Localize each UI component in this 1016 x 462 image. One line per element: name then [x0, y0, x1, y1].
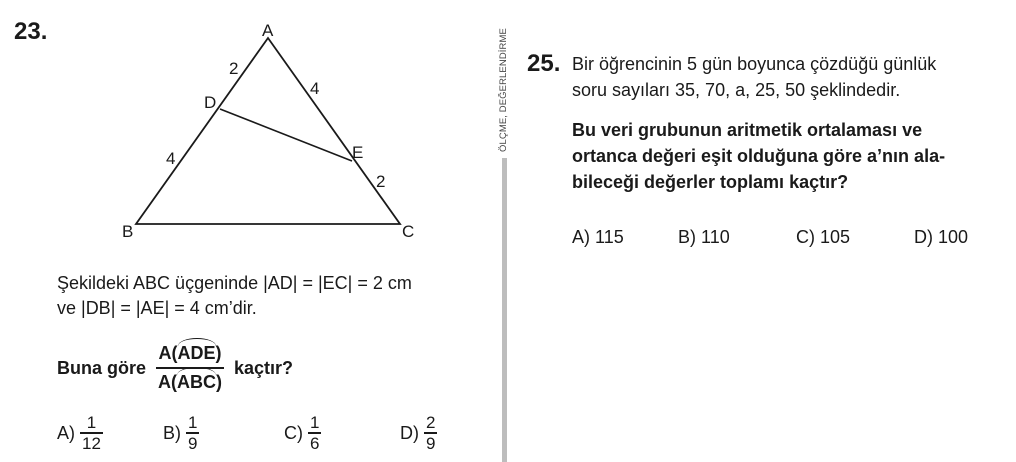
- question-23-prompt: [57, 340, 293, 396]
- numerator-suffix: ): [215, 343, 222, 364]
- option-value: 110: [701, 227, 730, 247]
- option-label: D): [914, 227, 933, 247]
- vertex-label-e: E: [352, 143, 364, 162]
- choice-b[interactable]: [163, 410, 199, 456]
- denominator-prefix: A(: [158, 371, 178, 392]
- choice-fraction: [80, 413, 103, 452]
- option-d[interactable]: [914, 227, 968, 248]
- choice-denominator: 12: [82, 433, 101, 453]
- option-a[interactable]: [572, 227, 624, 248]
- option-value: 115: [595, 227, 624, 247]
- prompt-tail: kaçtır?: [234, 357, 294, 378]
- choice-fraction: [186, 413, 199, 452]
- choice-numerator: 1: [86, 413, 97, 433]
- option-value: 100: [938, 227, 969, 247]
- segment-de: [220, 109, 352, 161]
- fraction-numerator: [157, 343, 224, 367]
- column-separator: [498, 0, 514, 462]
- question-25-prompt-line2: ortanca değeri eşit olduğuna göre a’nın ala-: [572, 146, 946, 166]
- choice-label: A): [57, 422, 75, 443]
- vertex-label-d: D: [204, 93, 217, 112]
- choice-numerator: 2: [426, 413, 436, 433]
- vertex-label-b: B: [122, 222, 134, 241]
- segment-label-ae: 4: [310, 79, 320, 98]
- choice-c[interactable]: [284, 410, 321, 456]
- choice-fraction: [424, 413, 437, 452]
- vertex-label-a: A: [262, 21, 274, 40]
- segment-label-db: 4: [166, 149, 176, 168]
- fraction-denominator: [156, 369, 224, 393]
- question-25-text-line2: soru sayıları 35, 70, a, 25, 50 şeklindedir.: [572, 80, 901, 100]
- triangle-diagram: [100, 14, 440, 246]
- question-23-choices: [57, 410, 457, 456]
- numerator-prefix: A(: [158, 343, 178, 364]
- denominator-suffix: ): [216, 371, 223, 392]
- choice-denominator: 6: [310, 433, 320, 453]
- question-25-text-line1: Bir öğrencinin 5 gün boyunca çözdüğü günlük: [572, 54, 937, 74]
- choice-numerator: 1: [188, 413, 198, 433]
- choice-label: C): [284, 422, 303, 443]
- vertex-label-c: C: [402, 222, 415, 241]
- segment-label-ec: 2: [376, 172, 386, 191]
- triangle-figure: [100, 14, 440, 246]
- option-b[interactable]: [678, 227, 730, 248]
- prompt-lead: Buna göre: [57, 357, 147, 378]
- segment-label-ad: 2: [229, 59, 239, 78]
- question-25-prompt-line3: bileceği değerler toplamı kaçtır?: [572, 172, 849, 192]
- question-25-prompt-line1: Bu veri grubunun aritmetik ortalaması ve: [572, 120, 923, 140]
- question-23-text-line1: Şekildeki ABC üçgeninde |AD| = |EC| = 2 cm: [57, 273, 412, 293]
- question-23-text-line2: ve |DB| = |AE| = 4 cm’dir.: [57, 298, 257, 318]
- choice-denominator: 9: [188, 433, 198, 453]
- option-value: 105: [820, 227, 851, 247]
- side-label: ÖLÇME, DEĞERLENDİRME: [498, 28, 509, 152]
- choice-a[interactable]: [57, 410, 103, 456]
- option-label: B): [678, 227, 696, 247]
- choice-numerator: 1: [310, 413, 320, 433]
- choice-label: D): [400, 422, 419, 443]
- triangle-abc: [136, 38, 400, 224]
- question-25-number: 25.: [527, 50, 561, 77]
- question-23-number: 23.: [14, 18, 48, 45]
- option-label: A): [572, 227, 590, 247]
- choice-label: B): [163, 422, 181, 443]
- angle-ade: ADE: [177, 343, 216, 364]
- choice-d[interactable]: [400, 410, 437, 456]
- choice-fraction: [308, 413, 321, 452]
- option-c[interactable]: [796, 227, 850, 248]
- choice-denominator: 9: [426, 433, 436, 453]
- area-ratio-fraction: [156, 343, 224, 393]
- option-label: C): [796, 227, 815, 247]
- separator-bar: [502, 158, 507, 462]
- angle-abc: ABC: [177, 371, 217, 392]
